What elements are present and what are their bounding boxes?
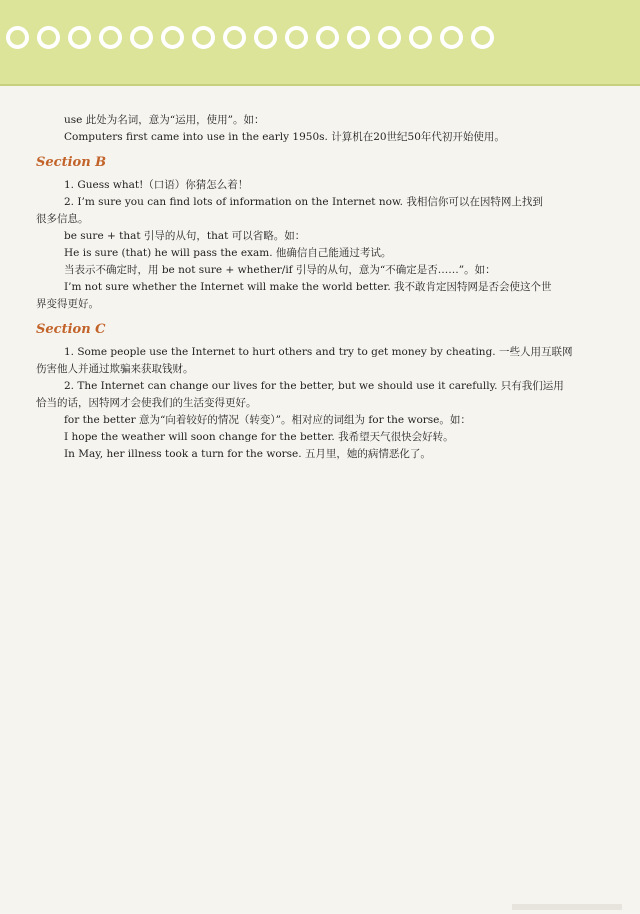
paragraph-line: use 此处为名词，意为“运用，使用”。如： [64, 114, 265, 126]
page-content [36, 112, 606, 463]
ring-icon [285, 26, 308, 49]
paragraph-line: 很多信息。 [36, 213, 89, 225]
ring-icon [68, 26, 91, 49]
ring-icon [440, 26, 463, 49]
ring-icon [347, 26, 370, 49]
page-header-banner [0, 0, 640, 86]
ring-icon [316, 26, 339, 49]
paragraph-line: 1. Guess what!（口语）你猜怎么着！ [64, 179, 249, 191]
ring-icon [161, 26, 184, 49]
section-heading: Section C [36, 322, 106, 337]
paragraph-line: Computers first came into use in the early 1950s. 计算机在20世纪50年代初开始使用。 [64, 131, 505, 143]
paragraph-line: 界变得更好。 [36, 298, 99, 310]
paragraph-line: In May, her illness took a turn for the worse. 五月里，她的病情恶化了。 [64, 448, 431, 460]
paragraph-line: I’m not sure whether the Internet will make the world better. 我不敢肯定因特网是否会使这个世 [64, 281, 552, 293]
ring-icon [99, 26, 122, 49]
paragraph-line: 恰当的话，因特网才会使我们的生活变得更好。 [36, 397, 257, 409]
paragraph-line: 2. The Internet can change our lives for the better, but we should use it carefully. 只有我们运用 [64, 380, 564, 392]
ring-icon [37, 26, 60, 49]
ring-icon [6, 26, 29, 49]
ring-icon [409, 26, 432, 49]
paragraph-line: 伤害他人并通过欺骗来获取钱财。 [36, 363, 194, 375]
ring-icon [471, 26, 494, 49]
ring-icon [378, 26, 401, 49]
section-heading: Section B [36, 155, 107, 170]
paragraph-line: be sure + that 引导的从句，that 可以省略。如： [64, 230, 306, 242]
ring-icon [223, 26, 246, 49]
paragraph-line: 当表示不确定时，用 be not sure + whether/if 引导的从句，意为“不确定是否……”。如： [64, 264, 496, 276]
binder-rings [6, 20, 494, 56]
ring-icon [254, 26, 277, 49]
footer-watermark [512, 904, 622, 910]
ring-icon [192, 26, 215, 49]
paragraph-line: He is sure (that) he will pass the exam. 他确信自己能通过考试。 [64, 247, 392, 259]
paragraph-line: for the better 意为“向着较好的情况（转变）”。相对应的词组为 for the worse。如： [64, 414, 471, 426]
ring-icon [130, 26, 153, 49]
paragraph-line: 2. I’m sure you can find lots of information on the Internet now. 我相信你可以在因特网上找到 [64, 196, 543, 208]
paragraph-line: I hope the weather will soon change for the better. 我希望天气很快会好转。 [64, 431, 454, 443]
paragraph-line: 1. Some people use the Internet to hurt others and try to get money by cheating. 一些人用互联网 [64, 346, 573, 358]
